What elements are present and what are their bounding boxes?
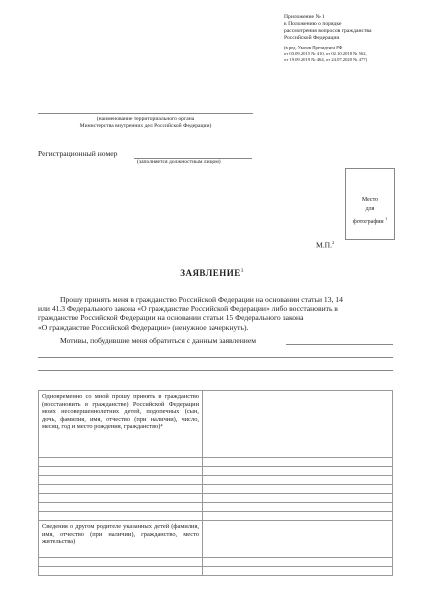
- paragraph-line: Прошу принять меня в гражданство Российской Федерации на основании статьи 13, 14: [60, 295, 343, 304]
- motives-label: Мотивы, побудившие меня обратиться с данным заявлением: [60, 336, 257, 345]
- children-label-cell: [39, 391, 203, 458]
- photo-footnote: 1: [385, 216, 388, 221]
- table-cell[interactable]: [39, 503, 203, 512]
- table-cell[interactable]: [203, 567, 393, 576]
- motives-line-1: [286, 344, 393, 345]
- registration-label: Регистрационный номер: [38, 149, 118, 158]
- children-table: [38, 390, 393, 576]
- appendix-line: Российской Федерации: [284, 35, 340, 41]
- motives-line-3: [38, 370, 393, 371]
- photo-label-line1: Место: [361, 197, 379, 203]
- table-cell[interactable]: [39, 567, 203, 576]
- organ-caption-line2: Министерства внутренних дел Российской Федерации): [79, 123, 212, 129]
- table-cell[interactable]: [39, 485, 203, 494]
- photo-label-line3: [346, 215, 394, 226]
- table-cell[interactable]: [203, 558, 393, 567]
- table-cell[interactable]: [203, 494, 393, 503]
- table-cell[interactable]: [39, 512, 203, 521]
- table-row: [39, 503, 393, 512]
- table-row: [39, 558, 393, 567]
- motives-line-2: [38, 357, 393, 358]
- table-cell[interactable]: [203, 467, 393, 476]
- organ-caption: [38, 116, 253, 130]
- edition-note: [284, 45, 414, 62]
- stamp-place: [316, 238, 334, 250]
- stamp-label: М.П.: [316, 240, 333, 250]
- appendix-line: Приложение № 1: [284, 14, 325, 20]
- table-cell[interactable]: [203, 476, 393, 485]
- photo-placeholder: [345, 168, 395, 240]
- table-cell[interactable]: [39, 494, 203, 503]
- table-row: [39, 512, 393, 521]
- table-cell[interactable]: [39, 458, 203, 467]
- paragraph-line: «О гражданстве Российской Федерации» (ненужное зачеркнуть).: [38, 322, 249, 332]
- photo-label-text: фотографии: [352, 219, 384, 225]
- children-label: Одновременно со мной прошу принять в гражданство (восстановить в гражданстве) Российской Федерации моих несовершеннолетних детей, подопечных (сын, дочь, фамилия, имя, отчество (при наличии), число, месяц, год и место рождения, гражданство)⁴: [42, 393, 199, 431]
- table-cell[interactable]: [39, 467, 203, 476]
- appendix-header: [284, 14, 414, 62]
- table-row: [39, 567, 393, 576]
- table-row: [39, 494, 393, 503]
- table-row: [39, 521, 393, 558]
- stamp-footnote: 2: [332, 240, 335, 245]
- table-row: [39, 391, 393, 458]
- document-title: [0, 268, 424, 278]
- table-cell[interactable]: [203, 512, 393, 521]
- table-row: [39, 476, 393, 485]
- table-cell[interactable]: [39, 476, 203, 485]
- table-row: [39, 467, 393, 476]
- table-row: [39, 485, 393, 494]
- application-paragraph: [38, 295, 393, 332]
- table-cell[interactable]: [203, 503, 393, 512]
- appendix-line: рассмотрения вопросов гражданства: [284, 28, 372, 34]
- edition-line: от 03.09.2015 № 410, от 02.10.2018 № 562,: [284, 50, 367, 56]
- edition-line: от 19.09.2019 № 464, от 24.07.2020 № 477): [284, 56, 368, 62]
- appendix-line: к Положению о порядке: [284, 21, 342, 27]
- photo-label-line2: для: [365, 206, 375, 212]
- other-parent-label-cell: [39, 521, 203, 558]
- organ-caption-line1: (наименование территориального органа: [96, 116, 195, 122]
- table-cell[interactable]: [203, 458, 393, 467]
- table-cell[interactable]: [39, 558, 203, 567]
- children-value-cell[interactable]: [203, 391, 393, 458]
- other-parent-value-cell[interactable]: [203, 521, 393, 558]
- title-text: ЗАЯВЛЕНИЕ: [180, 268, 241, 278]
- other-parent-label: Сведения о другом родителе указанных детей (фамилия, имя, отчество (при наличии), гражданство, место жительства): [42, 523, 199, 546]
- paragraph-line: или 41.3 Федерального закона «О гражданстве Российской Федерации» либо восстановить в: [38, 304, 338, 314]
- title-footnote: 3: [240, 269, 244, 274]
- paragraph-line: гражданстве Российской Федерации на основании статьи 15 Федерального закона: [38, 313, 304, 323]
- table-cell[interactable]: [203, 485, 393, 494]
- registration-note: (заполняется должностным лицом): [137, 159, 221, 165]
- organ-name-line: [38, 113, 253, 114]
- edition-line: (в ред. Указов Президента РФ: [284, 45, 343, 50]
- table-row: [39, 458, 393, 467]
